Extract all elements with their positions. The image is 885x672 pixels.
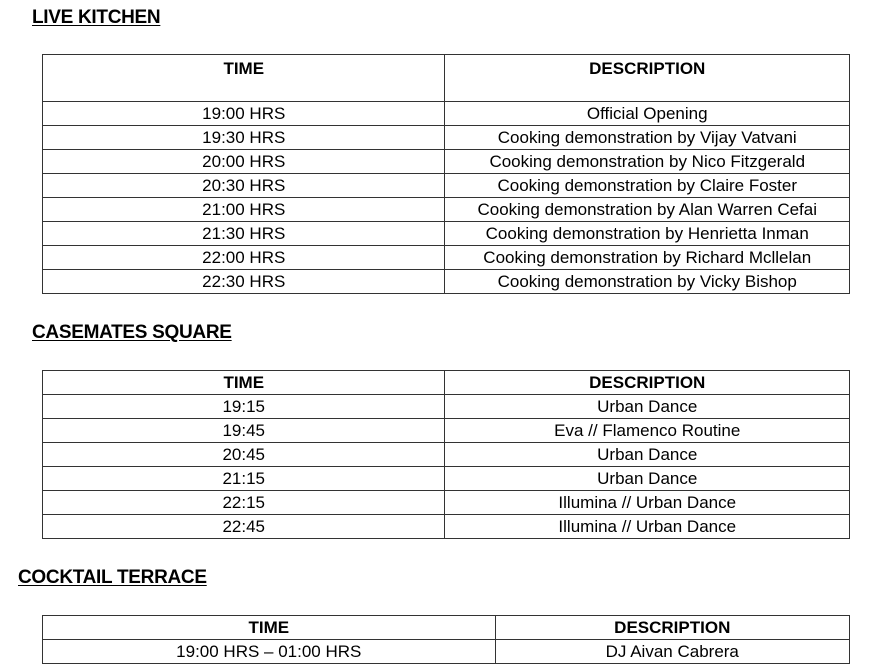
time-cell: 22:00 HRS <box>43 246 445 270</box>
time-column-header: TIME <box>43 371 445 395</box>
time-cell: 20:00 HRS <box>43 150 445 174</box>
description-cell: Eva // Flamenco Routine <box>445 419 850 443</box>
time-cell: 22:15 <box>43 491 445 515</box>
description-cell: Illumina // Urban Dance <box>445 491 850 515</box>
description-cell: Cooking demonstration by Vijay Vatvani <box>445 126 850 150</box>
description-cell: Official Opening <box>445 102 850 126</box>
table-row <box>43 222 850 246</box>
table-row <box>43 491 850 515</box>
time-cell: 19:30 HRS <box>43 126 445 150</box>
section-title-cocktail-terrace: COCKTAIL TERRACE <box>18 567 207 588</box>
section-title-casemates-square: CASEMATES SQUARE <box>32 322 232 343</box>
schedule-table-cocktail-terrace <box>42 615 850 664</box>
table-row <box>43 515 850 539</box>
table-row <box>43 126 850 150</box>
table-row <box>43 270 850 294</box>
table-row <box>43 419 850 443</box>
table-row <box>43 198 850 222</box>
table-header-row <box>43 371 850 395</box>
table-row <box>43 395 850 419</box>
table-header-row <box>43 616 850 640</box>
description-column-header: DESCRIPTION <box>445 55 850 102</box>
schedule-table-live-kitchen <box>42 54 850 294</box>
time-cell: 19:00 HRS – 01:00 HRS <box>43 640 496 664</box>
description-cell: Urban Dance <box>445 395 850 419</box>
table-row <box>43 246 850 270</box>
time-cell: 21:30 HRS <box>43 222 445 246</box>
description-cell: Cooking demonstration by Vicky Bishop <box>445 270 850 294</box>
table-row <box>43 150 850 174</box>
table-header-row <box>43 55 850 102</box>
table-row <box>43 467 850 491</box>
description-cell: Illumina // Urban Dance <box>445 515 850 539</box>
table-row <box>43 102 850 126</box>
time-cell: 21:00 HRS <box>43 198 445 222</box>
time-column-header: TIME <box>43 55 445 102</box>
description-cell: DJ Aivan Cabrera <box>495 640 849 664</box>
description-cell: Cooking demonstration by Claire Foster <box>445 174 850 198</box>
time-cell: 19:15 <box>43 395 445 419</box>
description-cell: Cooking demonstration by Henrietta Inman <box>445 222 850 246</box>
table-row <box>43 443 850 467</box>
time-cell: 22:30 HRS <box>43 270 445 294</box>
time-cell: 21:15 <box>43 467 445 491</box>
description-cell: Cooking demonstration by Richard Mcllelan <box>445 246 850 270</box>
time-column-header: TIME <box>43 616 496 640</box>
description-column-header: DESCRIPTION <box>445 371 850 395</box>
description-cell: Urban Dance <box>445 443 850 467</box>
schedule-table-casemates-square <box>42 370 850 539</box>
time-cell: 20:30 HRS <box>43 174 445 198</box>
time-cell: 22:45 <box>43 515 445 539</box>
description-cell: Urban Dance <box>445 467 850 491</box>
time-cell: 19:45 <box>43 419 445 443</box>
time-cell: 19:00 HRS <box>43 102 445 126</box>
description-cell: Cooking demonstration by Alan Warren Cefai <box>445 198 850 222</box>
description-cell: Cooking demonstration by Nico Fitzgerald <box>445 150 850 174</box>
table-row <box>43 174 850 198</box>
table-row <box>43 640 850 664</box>
time-cell: 20:45 <box>43 443 445 467</box>
section-title-live-kitchen: LIVE KITCHEN <box>32 7 161 28</box>
description-column-header: DESCRIPTION <box>495 616 849 640</box>
